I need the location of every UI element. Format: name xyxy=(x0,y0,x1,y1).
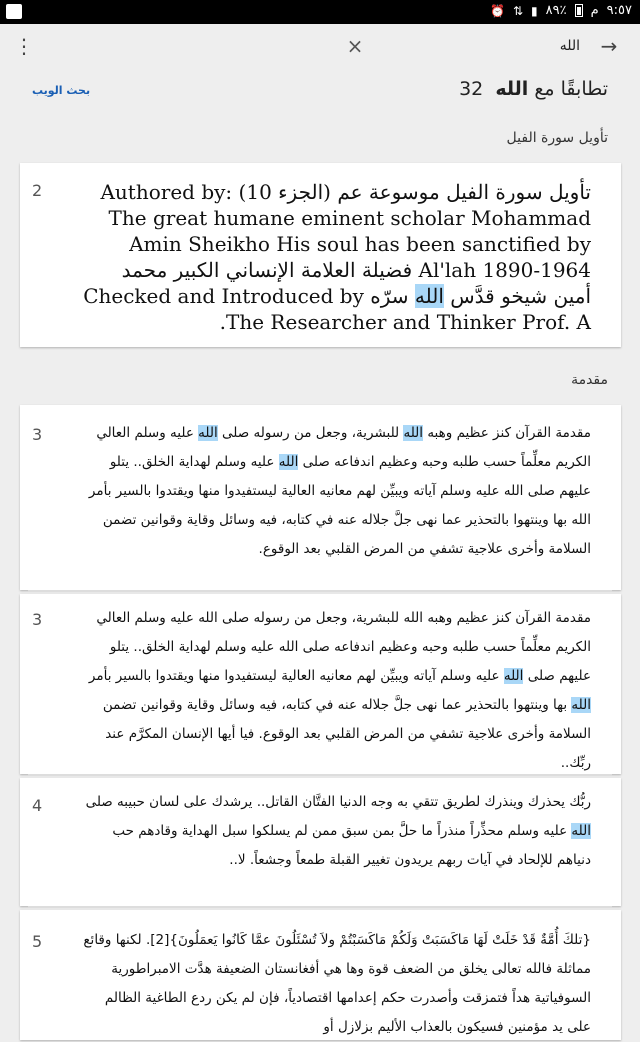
clear-search-icon[interactable]: × xyxy=(346,34,364,58)
result-snippet xyxy=(80,179,591,335)
snippet-text: للبشرية، وجعل من رسوله صلى xyxy=(217,425,404,441)
overflow-menu-icon[interactable]: ⋮ xyxy=(14,34,34,58)
battery-percent: ٨٩٪ xyxy=(545,3,567,18)
result-snippet xyxy=(80,419,591,564)
divider xyxy=(28,906,612,908)
match-highlight: الله xyxy=(403,425,424,441)
status-indicators xyxy=(490,3,632,18)
match-count-label: تطابقًا مع الله xyxy=(495,78,608,100)
snippet-text: ربُّك يحذرك وينذرك لطريق تتقي به وجه الدنيا الفتَّان القاتل.. يرشدك على لسان حبيبه صلى xyxy=(85,794,591,810)
data-arrows-icon: ⇅ xyxy=(512,3,524,18)
alarm-icon: ⏰ xyxy=(490,3,505,18)
divider xyxy=(28,774,612,776)
result-card[interactable] xyxy=(20,405,621,590)
divider xyxy=(28,590,612,592)
match-highlight: الله xyxy=(571,697,591,713)
results-header xyxy=(0,76,640,112)
result-card[interactable] xyxy=(20,910,621,1040)
snippet-text: بها وينتهوا بالتحذير عما نهى جلَّ جلاله عنه في كتابه، فيه وسائل وقاية وقوانين تضمن السلامة وأخرى علاجية تشفي من المرض القلبي بعد الوقوع. فيا أيها الإنسان المكرَّم عند ربِّك.. xyxy=(102,697,591,771)
snippet-text: عليه وسلم لهداية الخلق.. يتلو عليهم صلى الله عليه وسلم آياته ويبيِّن لهم معانيه العالية ليستفيدوا منها ويقتدوا بالسير بأمر الله بها وينتهوا بالتحذير عما نهى جلَّ جلاله عنه في كتابه، فيه وسائل وقاية وقوانين تضمن السلامة وأخرى علاجية تشفي من المرض القلبي بعد الوقوع. xyxy=(88,454,591,557)
snippet-text: عليه وسلم آياته ويبيِّن لهم معانيه العالية ليستفيدوا منها ويقتدوا بالسير بأمر xyxy=(88,668,504,684)
match-count-number: 32 xyxy=(459,78,484,100)
status-bar xyxy=(0,0,640,24)
back-arrow-icon[interactable]: → xyxy=(600,34,618,58)
page-number: 5 xyxy=(32,932,43,951)
snippet-text: عليه وسلم محذِّراً منذراً ما حلَّ بمن سبق ممن لم يسلكوا سبل الهداية وقادهم حب دنياهم للإلحاد في آيات ربهم يريدون تغيير القبلة طمعاً وجشعاً. لا.. xyxy=(112,823,591,868)
page-number: 3 xyxy=(32,610,43,629)
result-card[interactable] xyxy=(20,594,621,774)
match-highlight: الله xyxy=(503,668,524,684)
web-search-link[interactable]: بحث الويب xyxy=(32,84,91,97)
page-number: 2 xyxy=(32,181,43,200)
result-snippet xyxy=(80,604,591,778)
section-title: مقدمة xyxy=(571,372,608,388)
match-highlight: الله xyxy=(198,425,218,441)
match-highlight: الله xyxy=(414,284,444,308)
match-highlight: الله xyxy=(571,823,591,839)
match-highlight: الله xyxy=(278,454,299,470)
result-snippet xyxy=(80,788,591,875)
search-input[interactable] xyxy=(380,33,580,59)
result-card[interactable] xyxy=(20,163,621,347)
section-title: تأويل سورة الفيل xyxy=(506,130,608,146)
search-toolbar xyxy=(0,24,640,68)
battery-icon xyxy=(575,4,583,17)
page-number: 4 xyxy=(32,796,43,815)
page-number: 3 xyxy=(32,425,43,444)
snippet-text: مقدمة القرآن كنز عظيم وهبه xyxy=(423,425,591,441)
signal-icon: ▮ xyxy=(531,3,538,18)
clock-period: م xyxy=(590,3,599,18)
result-card[interactable] xyxy=(20,778,621,906)
snippet-text: مقدمة القرآن كنز عظيم وهبه الله للبشرية، وجعل من رسوله صلى الله عليه وسلم العالي الكريم معلِّماً حسب طلبه وحبه وعظيم اندفاعه صلى الله عليه وسلم لهداية الخلق.. يتلو عليهم صلى xyxy=(96,610,591,684)
snippet-text: سرّه Checked and Introduced by The Researcher and Thinker Prof. A. xyxy=(83,284,591,334)
snippet-text: {تلكَ أُمَّةٌ قَدْ خَلَتْ لَهَا مَاكَسَبَتْ وَلَكُمْ مَاكَسَبْتُمْ ولاَ تُسْئَلُونَ عمَّا كَانُوا يَعمَلُونَ}[2]. لكنها وقائع مماثلة فالله تعالى يخلق من الضعف قوة وها هي أفغانستان الضعيفة هدَّت الامبراطورية السوفياتية هداً فتمزقت وأصدرت حكم إعدامها اقتصادياً، فإن لم يكن ردع الطاغية الظالم على يد مؤمنين فسيكون بالعذاب الأليم بزلازل أو xyxy=(83,932,591,1035)
match-count xyxy=(459,78,608,100)
clock-time: ٩:٥٧ xyxy=(606,3,632,18)
result-snippet xyxy=(80,926,591,1042)
snippet-text: تأويل سورة الفيل موسوعة عم (الجزء 10) Authored by: The great humane eminent scholar Mohammad Amin Sheikho His soul has been sanctified by Al'lah 1890-1964 فضيلة العلامة الإنساني الكبير محمد أمين شيخو قدَّس xyxy=(100,180,591,308)
snippet-text: عليه وسلم العالي الكريم معلِّماً حسب طلبه وحبه وعظيم اندفاعه صلى xyxy=(96,425,591,470)
notification-icon xyxy=(6,4,22,19)
